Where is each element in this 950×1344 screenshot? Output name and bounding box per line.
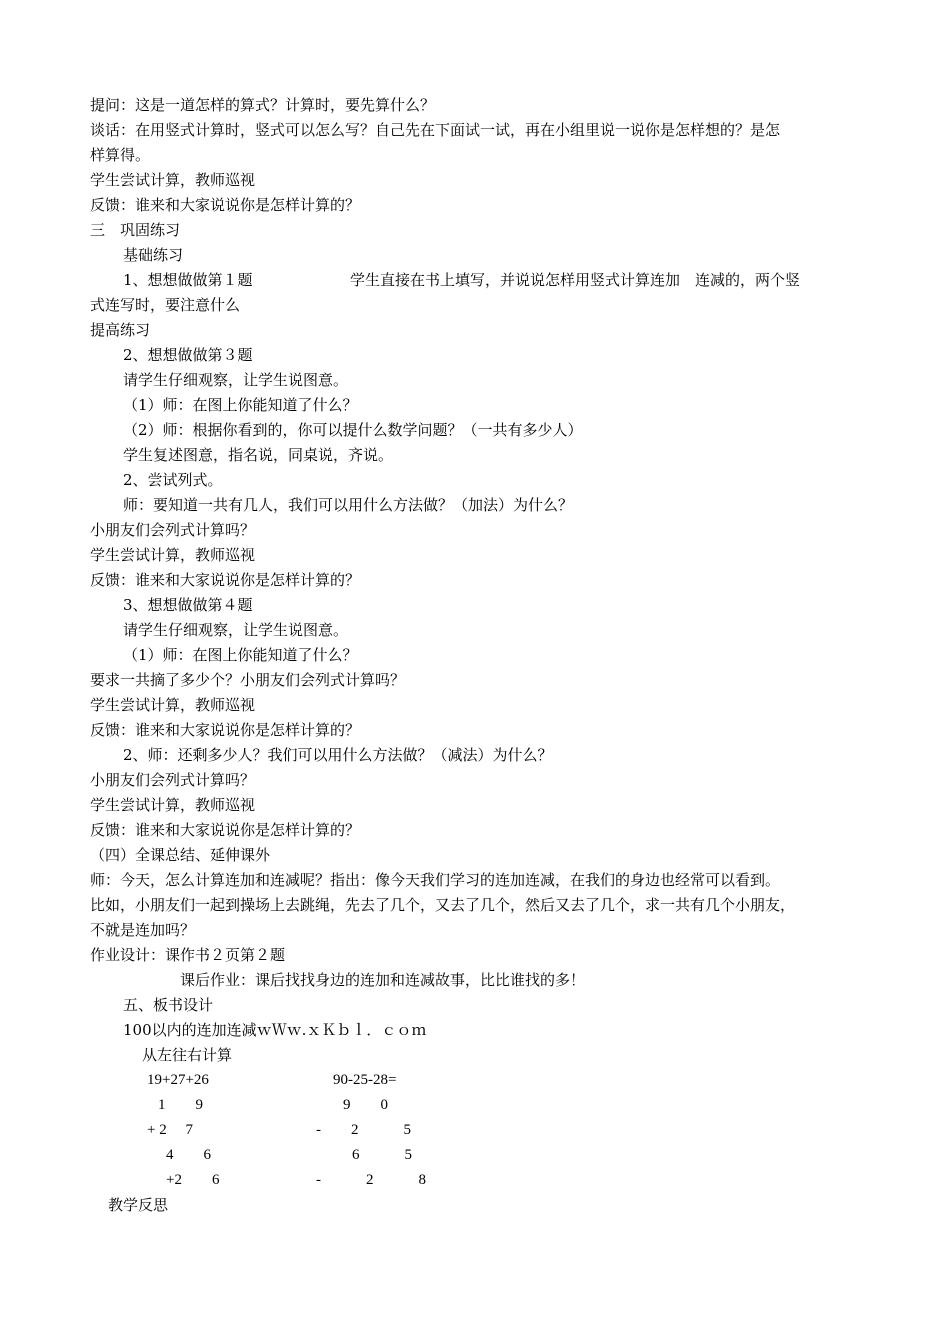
text-line: 学生尝试计算，教师巡视: [90, 546, 256, 564]
text-line: 请学生仔细观察，让学生说图意。: [123, 621, 349, 639]
text-line: 学生尝试计算，教师巡视: [90, 696, 256, 714]
text-line: （1）师：在图上你能知道了什么？: [123, 396, 358, 414]
text-line: 样算得。: [90, 146, 151, 164]
text-line: 1、想想做做第１题: [123, 271, 253, 289]
text-line: 2、尝试列式。: [123, 471, 223, 489]
board-vertical-left: 1 9: [158, 1097, 204, 1113]
text-line: 反馈：谁来和大家说说你是怎样计算的？: [90, 196, 361, 214]
text-line: （2）师：根据你看到的，你可以提什么数学问题？（一共有多少人）: [123, 421, 583, 439]
text-line: 不就是连加吗？: [90, 921, 196, 939]
board-expression-left: 19+27+26: [147, 1072, 209, 1088]
text-line: 学生尝试计算，教师巡视: [90, 171, 256, 189]
text-line: 学生直接在书上填写，并说说怎样用竖式计算连加 连减的，两个竖: [350, 271, 801, 289]
text-line: 式连写时，要注意什么: [90, 296, 241, 314]
section-heading: 教学反思: [108, 1196, 169, 1214]
text-line: 反馈：谁来和大家说说你是怎样计算的？: [90, 721, 361, 739]
board-vertical-left: +2 6: [166, 1172, 220, 1188]
board-vertical-left: 4 6: [166, 1147, 212, 1163]
board-vertical-right: 6 5: [352, 1147, 413, 1163]
board-expression-right: 90-25-28=: [333, 1072, 397, 1088]
text-line: 反馈：谁来和大家说说你是怎样计算的？: [90, 571, 361, 589]
text-line: 学生复述图意，指名说，同桌说，齐说。: [123, 446, 394, 464]
board-title: 100以内的连加连减ｗＷｗ.ｘＫｂｌ．ｃｏｍ: [123, 1021, 427, 1039]
text-line: 师：要知道一共有几人，我们可以用什么方法做？（加法）为什么？: [123, 496, 574, 514]
section-heading: 三 巩固练习: [90, 221, 181, 239]
text-line: 反馈：谁来和大家说说你是怎样计算的？: [90, 821, 361, 839]
text-line: 小朋友们会列式计算吗？: [90, 521, 256, 539]
text-line: 比如，小朋友们一起到操场上去跳绳，先去了几个，又去了几个，然后又去了几个，求一共有几个小朋友，: [90, 896, 796, 914]
text-line: 提问：这是一道怎样的算式？计算时，要先算什么？: [90, 96, 436, 114]
subheading: 提高练习: [90, 321, 151, 339]
text-line: （1）师：在图上你能知道了什么？: [123, 646, 358, 664]
board-vertical-right: 9 0: [343, 1097, 389, 1113]
text-line: 要求一共摘了多少个？小朋友们会列式计算吗？: [90, 671, 406, 689]
board-subtitle: 从左往右计算: [142, 1046, 233, 1064]
text-line: 谈话：在用竖式计算时，竖式可以怎么写？自己先在下面试一试，再在小组里说一说你是怎样想的？是怎: [90, 121, 781, 139]
text-line: 师：今天，怎么计算连加和连减呢？指出：像今天我们学习的连加连减，在我们的身边也经常可以看到。: [90, 871, 781, 889]
subheading: 基础练习: [123, 246, 184, 264]
board-vertical-right: - 2 5: [316, 1122, 411, 1138]
text-line: 课后作业：课后找找身边的连加和连减故事，比比谁找的多！: [180, 971, 586, 989]
text-line: 小朋友们会列式计算吗？: [90, 771, 256, 789]
board-vertical-left: + 2 7: [147, 1122, 193, 1138]
section-heading: （四）全课总结、延伸课外: [90, 846, 271, 864]
text-line: 2、想想做做第３题: [123, 346, 253, 364]
text-line: 学生尝试计算，教师巡视: [90, 796, 256, 814]
board-vertical-right: - 2 8: [316, 1172, 426, 1188]
text-line: 2、师：还剩多少人？我们可以用什么方法做？（减法）为什么？: [123, 746, 553, 764]
section-heading: 五、板书设计: [123, 996, 214, 1014]
text-line: 请学生仔细观察，让学生说图意。: [123, 371, 349, 389]
text-line: 作业设计：课作书２页第２题: [90, 946, 286, 964]
text-line: 3、想想做做第４题: [123, 596, 253, 614]
